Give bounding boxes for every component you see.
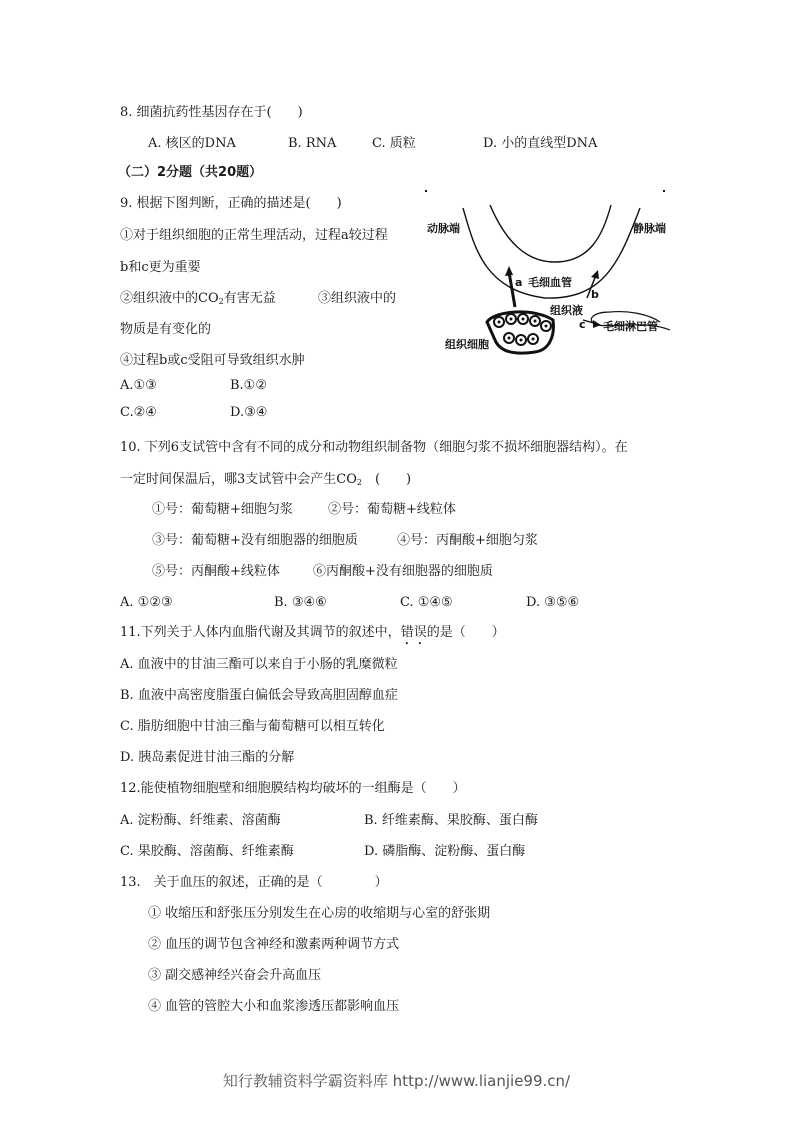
- q9-stem: 9. 根据下图判断，正确的描述是( ): [120, 196, 342, 211]
- q10-tube-3: ③号：葡萄糖+没有细胞器的细胞质: [152, 533, 358, 548]
- q10-tube-6: ⑥丙酮酸+没有细胞器的细胞质: [313, 564, 493, 579]
- q13-item-1: ① 收缩压和舒张压分别发生在心房的收缩期与心室的舒张期: [148, 906, 491, 921]
- q10-option-a: A. ①②③: [120, 595, 173, 610]
- q13-stem: 13. 关于血压的叙述，正确的是（ ）: [120, 875, 388, 890]
- section-title: （二）2分题（共20题）: [118, 165, 263, 180]
- label-capillary: 毛细血管: [528, 276, 572, 289]
- q10-option-d: D. ③⑤⑥: [526, 595, 580, 610]
- co2-subscript: 2: [218, 297, 224, 306]
- q9-statement-1a: ①对于组织细胞的正常生理活动，过程a较过程: [120, 228, 388, 243]
- q10-option-c: C. ①④⑤: [400, 595, 453, 610]
- footer-watermark: 知行教辅资料学霸资料库 http://www.lianjie99.cn/: [222, 1072, 571, 1090]
- q12-option-c: C. 果胶酶、溶菌酶、纤维素酶: [120, 844, 294, 859]
- label-venous-end: 静脉端: [633, 222, 666, 235]
- q10-tube-1: ①号：葡萄糖+细胞匀浆: [152, 502, 293, 517]
- q9-option-c: C.②④: [120, 405, 157, 420]
- q10-stem-line2: [120, 472, 411, 491]
- q10-option-b: B. ③④⑥: [274, 595, 327, 610]
- q10-tube-4: ④号：丙酮酸+细胞匀浆: [397, 533, 538, 548]
- q9-statement-3b: 物质是有变化的: [120, 322, 212, 337]
- q10-tube-2: ②号：葡萄糖+线粒体: [328, 502, 456, 517]
- q9-statement-1b: b和c更为重要: [120, 260, 201, 275]
- q9-statement-2-text: ②组织液中的CO: [120, 291, 219, 306]
- q11-emphasis: 错误: [400, 625, 427, 640]
- co2-subscript: 2: [356, 478, 362, 487]
- q9-statement-2: [120, 291, 276, 310]
- q9-option-d: D.③④: [230, 405, 268, 420]
- label-b: b: [591, 288, 599, 301]
- capillary-diagram: [415, 180, 675, 360]
- q9-statement-2-tail: 有害无益: [223, 291, 276, 306]
- q11-option-c: C. 脂肪细胞中甘油三酯与葡萄糖可以相互转化: [120, 719, 385, 734]
- q9-statement-4: ④过程b或c受阻可导致组织水肿: [120, 353, 305, 368]
- q10-stem-line1: 10. 下列6支试管中含有不同的成分和动物组织制备物（细胞匀浆不损坏细胞器结构）。在: [120, 440, 628, 455]
- q8-option-a: A. 核区的DNA: [148, 136, 236, 151]
- q12-stem: 12.能使植物细胞壁和细胞膜结构均破坏的一组酶是（ ）: [120, 781, 466, 796]
- q11-option-a: A. 血液中的甘油三酯可以来自于小肠的乳糜微粒: [120, 657, 398, 672]
- q9-statement-3a: ③组织液中的: [318, 291, 397, 306]
- q12-option-b: B. 纤维素酶、果胶酶、蛋白酶: [364, 813, 538, 828]
- label-arterial-end: 动脉端: [427, 222, 460, 235]
- q8-option-c: C. 质粒: [372, 136, 416, 151]
- q12-option-d: D. 磷脂酶、淀粉酶、蛋白酶: [364, 844, 526, 859]
- q10-answer-blank: ( ): [361, 472, 412, 487]
- q10-tube-5: ⑤号：丙酮酸+线粒体: [152, 564, 280, 579]
- label-tissue-fluid: 组织液: [550, 304, 583, 317]
- q10-stem-text: 一定时间保温后，哪3支试管中会产生CO: [120, 472, 357, 487]
- q11-stem: [120, 625, 505, 648]
- q12-option-a: A. 淀粉酶、纤维素、溶菌酶: [120, 813, 281, 828]
- label-lymph-capillary: 毛细淋巴管: [603, 320, 658, 333]
- q11-stem-text: 11.下列关于人体内血脂代谢及其调节的叙述中，: [120, 625, 401, 640]
- q11-answer-blank: 的是（ ）: [426, 625, 505, 640]
- q13-item-3: ③ 副交感神经兴奋会升高血压: [148, 968, 322, 983]
- q13-item-4: ④ 血管的管腔大小和血浆渗透压都影响血压: [148, 999, 400, 1014]
- q11-option-b: B. 血液中高密度脂蛋白偏低会导致高胆固醇血症: [120, 688, 398, 703]
- q8-option-b: B. RNA: [288, 136, 337, 151]
- q8-option-d: D. 小的直线型DNA: [483, 136, 598, 151]
- label-c: c: [579, 318, 586, 331]
- q11-option-d: D. 胰岛素促进甘油三酯的分解: [120, 750, 295, 765]
- label-tissue-cells: 组织细胞: [445, 338, 489, 351]
- q9-option-b: B.①②: [230, 378, 267, 393]
- q13-item-2: ② 血压的调节包含神经和激素两种调节方式: [148, 937, 400, 952]
- q8-stem: 8. 细菌抗药性基因存在于( ): [120, 105, 303, 120]
- label-a: a: [515, 276, 523, 289]
- q9-option-a: A.①③: [120, 378, 157, 393]
- tissue-cells-graphic: [487, 312, 553, 353]
